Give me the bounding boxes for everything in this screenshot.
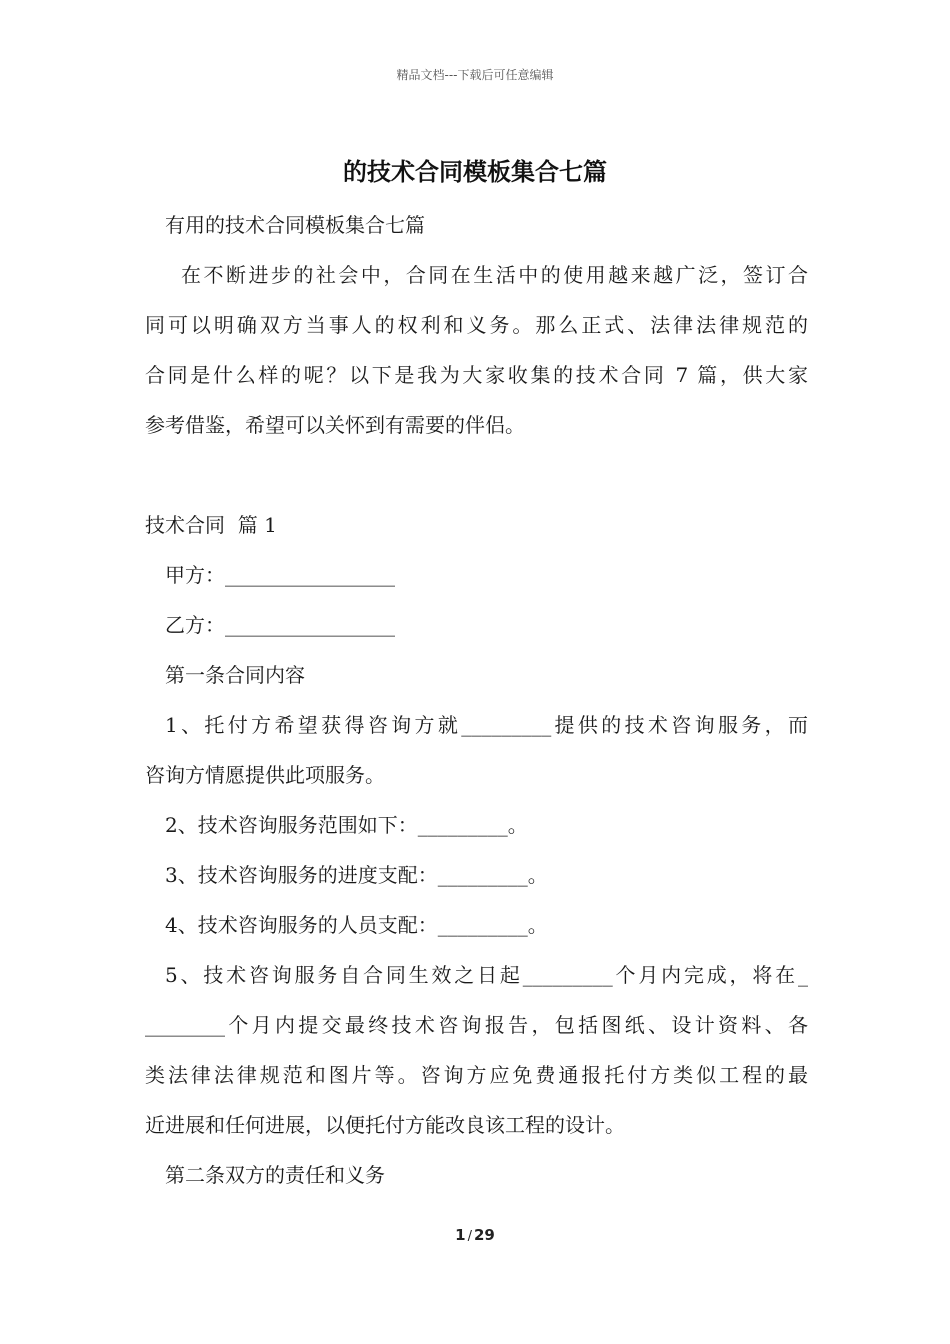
page-separator: /	[467, 1229, 472, 1244]
section-heading: 技术合同 篇 1	[145, 513, 277, 537]
clause-line: 4、技术咨询服务的人员支配：_________。	[165, 913, 548, 937]
clause-line: 5、技术咨询服务自合同生效之日起_________个月内完成，将在_	[165, 963, 808, 987]
paragraph-gap	[145, 450, 808, 500]
intro-line: 参考借鉴，希望可以关怀到有需要的伴侣。	[145, 413, 525, 437]
article-heading: 第二条双方的责任和义务	[165, 1163, 385, 1187]
clause-line: 近进展和任何进展，以便托付方能改良该工程的设计。	[145, 1113, 625, 1137]
clause-line: 类法律法律规范和图片等。咨询方应免费通报托付方类似工程的最	[145, 1063, 808, 1087]
document-title: 的技术合同模板集合七篇	[343, 157, 607, 186]
party-b-line: 乙方：_________________	[165, 613, 395, 637]
document-subtitle: 有用的技术合同模板集合七篇	[165, 213, 425, 237]
current-page: 1	[455, 1226, 466, 1244]
page-number	[0, 1226, 950, 1244]
party-a-line: 甲方：_________________	[165, 563, 395, 587]
clause-line: ________个月内提交最终技术咨询报告，包括图纸、设计资料、各	[145, 1013, 808, 1037]
total-pages: 29	[473, 1226, 495, 1244]
clause-line: 1、托付方希望获得咨询方就_________提供的技术咨询服务，而	[165, 713, 808, 737]
intro-line: 合同是什么样的呢？以下是我为大家收集的技术合同 7 篇，供大家	[145, 363, 808, 387]
page-header: 精品文档---下载后可任意编辑	[396, 68, 554, 82]
clause-line: 3、技术咨询服务的进度支配：_________。	[165, 863, 548, 887]
intro-line: 同可以明确双方当事人的权利和义务。那么正式、法律法律规范的	[145, 313, 808, 337]
intro-line: 在不断进步的社会中，合同在生活中的使用越来越广泛，签订合	[181, 263, 808, 287]
document-body	[145, 200, 808, 1200]
clause-line: 咨询方情愿提供此项服务。	[145, 763, 385, 787]
clause-line: 2、技术咨询服务范围如下：_________。	[165, 813, 528, 837]
article-heading: 第一条合同内容	[165, 663, 305, 687]
